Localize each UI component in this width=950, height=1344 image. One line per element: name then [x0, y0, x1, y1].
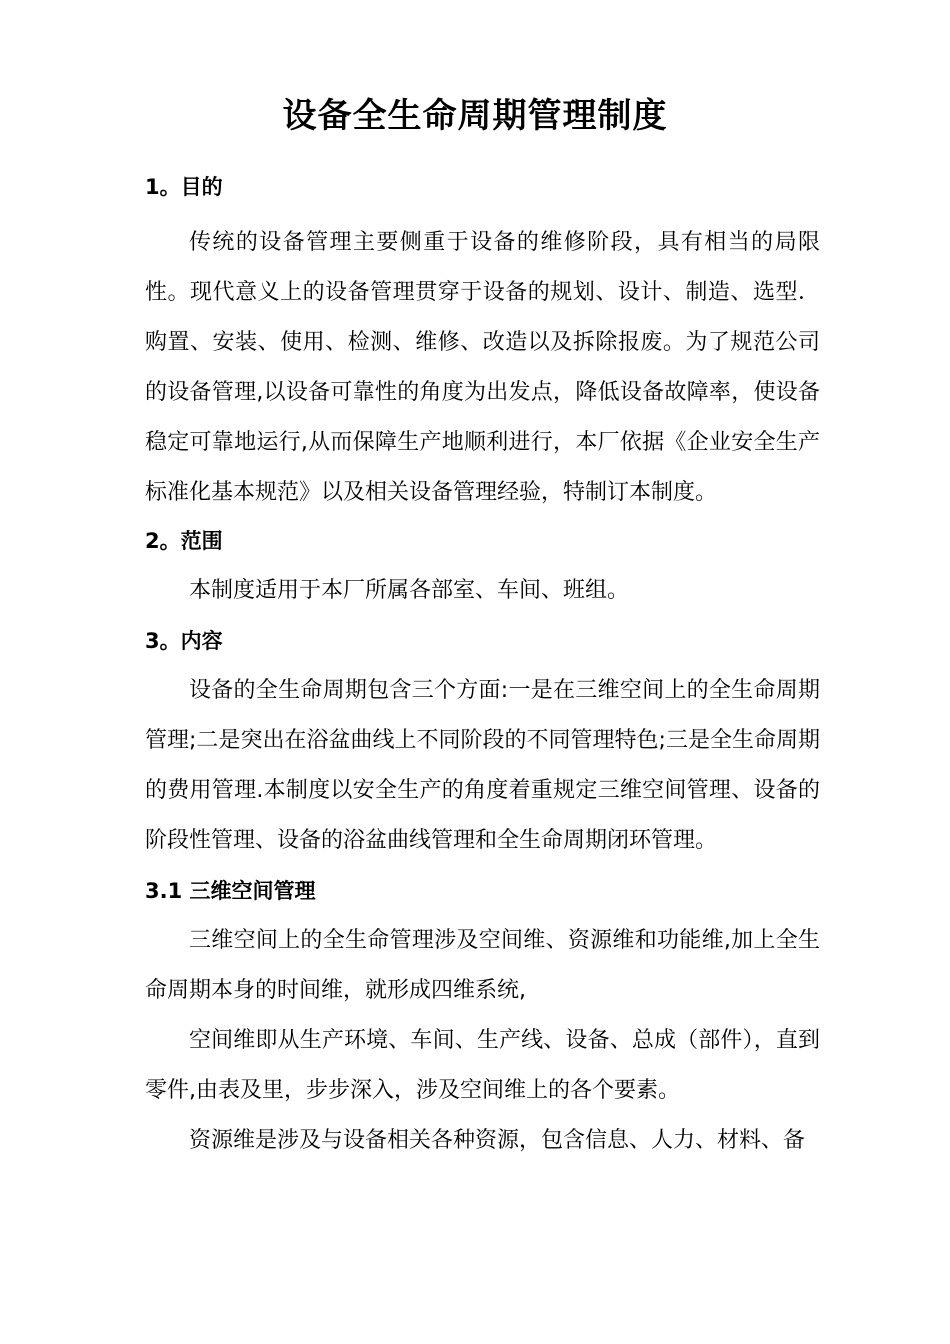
- paragraph-content: 设备的全生命周期包含三个方面:一是在三维空间上的全生命周期管理;二是突出在浴盆曲线上不同阶段的不同管理特色;三是全生命周期的费用管理.本制度以安全生产的角度着重规定三维空间管理、设备的阶段性管理、设备的浴盆曲线管理和全生命周期闭环管理。: [145, 678, 820, 853]
- section-heading-content: 3。内容: [145, 629, 223, 653]
- paragraph-scope: 本制度适用于本厂所属各部室、车间、班组。: [189, 578, 630, 603]
- paragraph-purpose: 传统的设备管理主要侧重于设备的维修阶段，具有相当的局限性。现代意义上的设备管理贯穿于设备的规划、设计、制造、选型．购置、安装、使用、检测、维修、改造以及拆除报废。为了规范公司的设备管理,以设备可靠性的角度为出发点，降低设备故障率，使设备稳定可靠地运行,从而保障生产地顺利进行，本厂依据《企业安全生产标准化基本规范》以及相关设备管理经验，特制订本制度。: [145, 230, 820, 505]
- section-heading-purpose: 1。目的: [145, 175, 223, 199]
- paragraph-resource-dimension: 资源维是涉及与设备相关各种资源，包含信息、人力、材料、备: [189, 1128, 806, 1153]
- subsection-heading-3d-space: 3.1 三维空间管理: [145, 879, 316, 903]
- document-title: 设备全生命周期管理制度: [282, 96, 668, 136]
- paragraph-3d-space-intro: 三维空间上的全生命管理涉及空间维、资源维和功能维,加上全生命周期本身的时间维，就形成四维系统,: [145, 928, 820, 1003]
- section-heading-scope: 2。范围: [145, 529, 223, 553]
- paragraph-space-dimension: 空间维即从生产环境、车间、生产线、设备、总成（部件），直到零件,由表及里，步步深入，涉及空间维上的各个要素。: [145, 1028, 820, 1103]
